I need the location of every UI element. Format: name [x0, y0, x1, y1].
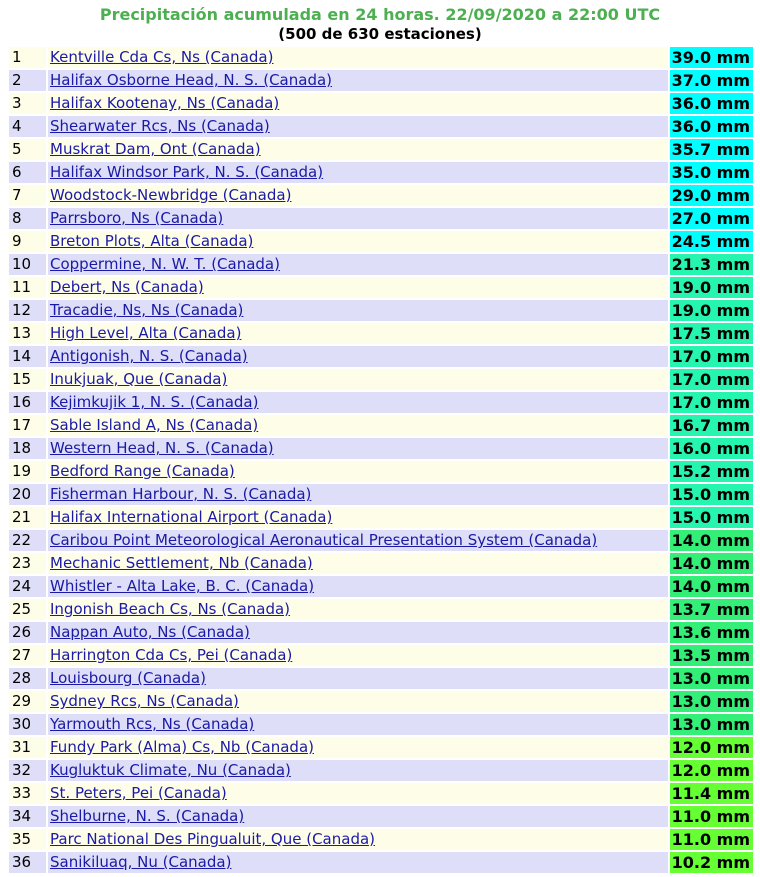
rank-cell: 19 — [9, 461, 46, 482]
table-row — [9, 392, 753, 413]
station-link[interactable]: St. Peters, Pei (Canada) — [50, 784, 227, 802]
station-cell — [48, 760, 668, 781]
station-link[interactable]: Coppermine, N. W. T. (Canada) — [50, 255, 280, 273]
station-link[interactable]: Fundy Park (Alma) Cs, Nb (Canada) — [50, 738, 314, 756]
table-row — [9, 599, 753, 620]
precipitation-value: 19.0 mm — [670, 300, 753, 321]
precipitation-value: 13.7 mm — [670, 599, 753, 620]
station-cell — [48, 369, 668, 390]
station-link[interactable]: Shelburne, N. S. (Canada) — [50, 807, 245, 825]
table-row — [9, 70, 753, 91]
table-row — [9, 576, 753, 597]
station-link[interactable]: Yarmouth Rcs, Ns (Canada) — [50, 715, 255, 733]
station-link[interactable]: Halifax Windsor Park, N. S. (Canada) — [50, 163, 324, 181]
station-cell — [48, 783, 668, 804]
rank-cell: 23 — [9, 553, 46, 574]
station-cell — [48, 392, 668, 413]
rank-cell: 30 — [9, 714, 46, 735]
station-link[interactable]: Caribou Point Meteorological Aeronautical Presentation System (Canada) — [50, 531, 598, 549]
precipitation-value: 11.0 mm — [670, 806, 753, 827]
station-link[interactable]: Sydney Rcs, Ns (Canada) — [50, 692, 239, 710]
station-cell — [48, 714, 668, 735]
table-row — [9, 852, 753, 873]
station-link[interactable]: Fisherman Harbour, N. S. (Canada) — [50, 485, 312, 503]
table-row — [9, 277, 753, 298]
precipitation-value: 13.0 mm — [670, 691, 753, 712]
precipitation-value: 35.0 mm — [670, 162, 753, 183]
table-row — [9, 323, 753, 344]
table-row — [9, 139, 753, 160]
rank-cell: 12 — [9, 300, 46, 321]
rank-cell: 10 — [9, 254, 46, 275]
table-row — [9, 254, 753, 275]
station-link[interactable]: Whistler - Alta Lake, B. C. (Canada) — [50, 577, 315, 595]
table-row — [9, 116, 753, 137]
station-cell — [48, 70, 668, 91]
station-link[interactable]: Halifax Kootenay, Ns (Canada) — [50, 94, 280, 112]
station-link[interactable]: Debert, Ns (Canada) — [50, 278, 204, 296]
precipitation-value: 27.0 mm — [670, 208, 753, 229]
precipitation-value: 14.0 mm — [670, 553, 753, 574]
station-link[interactable]: Western Head, N. S. (Canada) — [50, 439, 274, 457]
station-cell — [48, 162, 668, 183]
station-link[interactable]: Bedford Range (Canada) — [50, 462, 235, 480]
precipitation-value: 24.5 mm — [670, 231, 753, 252]
table-row — [9, 162, 753, 183]
station-cell — [48, 622, 668, 643]
table-row — [9, 691, 753, 712]
station-cell — [48, 346, 668, 367]
station-cell — [48, 737, 668, 758]
precipitation-value: 29.0 mm — [670, 185, 753, 206]
precipitation-value: 11.4 mm — [670, 783, 753, 804]
station-link[interactable]: Inukjuak, Que (Canada) — [50, 370, 228, 388]
table-row — [9, 806, 753, 827]
table-row — [9, 208, 753, 229]
precipitation-table — [7, 45, 755, 875]
table-row — [9, 438, 753, 459]
station-cell — [48, 599, 668, 620]
station-cell — [48, 691, 668, 712]
station-cell — [48, 438, 668, 459]
station-link[interactable]: Sanikiluaq, Nu (Canada) — [50, 853, 232, 871]
precipitation-value: 17.0 mm — [670, 392, 753, 413]
table-row — [9, 415, 753, 436]
rank-cell: 6 — [9, 162, 46, 183]
rank-cell: 33 — [9, 783, 46, 804]
station-link[interactable]: Louisbourg (Canada) — [50, 669, 206, 687]
precipitation-value: 36.0 mm — [670, 93, 753, 114]
station-link[interactable]: Sable Island A, Ns (Canada) — [50, 416, 259, 434]
station-cell — [48, 277, 668, 298]
station-cell — [48, 645, 668, 666]
station-cell — [48, 484, 668, 505]
station-cell — [48, 576, 668, 597]
precipitation-value: 15.0 mm — [670, 507, 753, 528]
rank-cell: 36 — [9, 852, 46, 873]
rank-cell: 7 — [9, 185, 46, 206]
table-row — [9, 530, 753, 551]
station-cell — [48, 806, 668, 827]
table-row — [9, 737, 753, 758]
station-cell — [48, 507, 668, 528]
page-title: Precipitación acumulada en 24 horas. 22/09/2020 a 22:00 UTC — [99, 5, 661, 24]
station-link[interactable]: Muskrat Dam, Ont (Canada) — [50, 140, 261, 158]
precipitation-value: 12.0 mm — [670, 760, 753, 781]
precipitation-value: 14.0 mm — [670, 576, 753, 597]
station-cell — [48, 231, 668, 252]
station-cell — [48, 185, 668, 206]
precipitation-value: 39.0 mm — [670, 47, 753, 68]
rank-cell: 21 — [9, 507, 46, 528]
station-link[interactable]: Harrington Cda Cs, Pei (Canada) — [50, 646, 293, 664]
station-cell — [48, 93, 668, 114]
station-cell — [48, 139, 668, 160]
precipitation-value: 13.6 mm — [670, 622, 753, 643]
station-link[interactable]: Breton Plots, Alta (Canada) — [50, 232, 254, 250]
precipitation-value: 36.0 mm — [670, 116, 753, 137]
precipitation-table-body — [9, 47, 753, 873]
precipitation-value: 12.0 mm — [670, 737, 753, 758]
table-row — [9, 553, 753, 574]
precipitation-value: 13.0 mm — [670, 714, 753, 735]
station-link[interactable]: Nappan Auto, Ns (Canada) — [50, 623, 250, 641]
precipitation-value: 17.0 mm — [670, 346, 753, 367]
table-row — [9, 829, 753, 850]
rank-cell: 2 — [9, 70, 46, 91]
rank-cell: 25 — [9, 599, 46, 620]
table-row — [9, 300, 753, 321]
precipitation-value: 37.0 mm — [670, 70, 753, 91]
station-link[interactable]: Antigonish, N. S. (Canada) — [50, 347, 248, 365]
station-cell — [48, 116, 668, 137]
rank-cell: 20 — [9, 484, 46, 505]
table-row — [9, 185, 753, 206]
precipitation-value: 19.0 mm — [670, 277, 753, 298]
station-link[interactable]: Kejimkujik 1, N. S. (Canada) — [50, 393, 259, 411]
station-cell — [48, 852, 668, 873]
table-row — [9, 714, 753, 735]
station-link[interactable]: Kentville Cda Cs, Ns (Canada) — [50, 48, 274, 66]
table-row — [9, 346, 753, 367]
table-row — [9, 645, 753, 666]
rank-cell: 3 — [9, 93, 46, 114]
table-row — [9, 668, 753, 689]
station-link[interactable]: Shearwater Rcs, Ns (Canada) — [50, 117, 270, 135]
rank-cell: 5 — [9, 139, 46, 160]
precipitation-value: 15.0 mm — [670, 484, 753, 505]
station-link[interactable]: Mechanic Settlement, Nb (Canada) — [50, 554, 313, 572]
table-row — [9, 622, 753, 643]
station-link[interactable]: Kugluktuk Climate, Nu (Canada) — [50, 761, 291, 779]
precipitation-value: 21.3 mm — [670, 254, 753, 275]
station-link[interactable]: Parrsboro, Ns (Canada) — [50, 209, 224, 227]
precipitation-value: 16.0 mm — [670, 438, 753, 459]
rank-cell: 29 — [9, 691, 46, 712]
rank-cell: 11 — [9, 277, 46, 298]
station-cell — [48, 530, 668, 551]
rank-cell: 8 — [9, 208, 46, 229]
precipitation-value: 13.5 mm — [670, 645, 753, 666]
precipitation-value: 17.5 mm — [670, 323, 753, 344]
station-link[interactable]: Ingonish Beach Cs, Ns (Canada) — [50, 600, 291, 618]
rank-cell: 14 — [9, 346, 46, 367]
precipitation-value: 11.0 mm — [670, 829, 753, 850]
station-cell — [48, 300, 668, 321]
station-link[interactable]: Halifax Osborne Head, N. S. (Canada) — [50, 71, 333, 89]
table-row — [9, 47, 753, 68]
precipitation-value: 14.0 mm — [670, 530, 753, 551]
station-cell — [48, 668, 668, 689]
station-link[interactable]: High Level, Alta (Canada) — [50, 324, 242, 342]
rank-cell: 17 — [9, 415, 46, 436]
precipitation-value: 17.0 mm — [670, 369, 753, 390]
station-link[interactable]: Tracadie, Ns, Ns (Canada) — [50, 301, 244, 319]
rank-cell: 22 — [9, 530, 46, 551]
station-link[interactable]: Parc National Des Pingualuit, Que (Canada) — [50, 830, 376, 848]
precipitation-value: 10.2 mm — [670, 852, 753, 873]
rank-cell: 18 — [9, 438, 46, 459]
station-cell — [48, 829, 668, 850]
station-cell — [48, 254, 668, 275]
rank-cell: 26 — [9, 622, 46, 643]
table-row — [9, 484, 753, 505]
table-row — [9, 369, 753, 390]
rank-cell: 32 — [9, 760, 46, 781]
station-cell — [48, 415, 668, 436]
station-link[interactable]: Halifax International Airport (Canada) — [50, 508, 333, 526]
station-count: (500 de 630 estaciones) — [278, 25, 482, 43]
precipitation-value: 16.7 mm — [670, 415, 753, 436]
station-cell — [48, 47, 668, 68]
rank-cell: 4 — [9, 116, 46, 137]
rank-cell: 1 — [9, 47, 46, 68]
table-row — [9, 760, 753, 781]
rank-cell: 27 — [9, 645, 46, 666]
precipitation-value: 13.0 mm — [670, 668, 753, 689]
table-row — [9, 461, 753, 482]
table-row — [9, 231, 753, 252]
precipitation-value: 35.7 mm — [670, 139, 753, 160]
table-row — [9, 93, 753, 114]
rank-cell: 24 — [9, 576, 46, 597]
rank-cell: 15 — [9, 369, 46, 390]
rank-cell: 34 — [9, 806, 46, 827]
station-link[interactable]: Woodstock-Newbridge (Canada) — [50, 186, 292, 204]
station-cell — [48, 461, 668, 482]
rank-cell: 31 — [9, 737, 46, 758]
rank-cell: 35 — [9, 829, 46, 850]
station-cell — [48, 208, 668, 229]
precipitation-value: 15.2 mm — [670, 461, 753, 482]
rank-cell: 28 — [9, 668, 46, 689]
rank-cell: 16 — [9, 392, 46, 413]
table-row — [9, 783, 753, 804]
table-row — [9, 507, 753, 528]
rank-cell: 13 — [9, 323, 46, 344]
station-cell — [48, 323, 668, 344]
station-cell — [48, 553, 668, 574]
rank-cell: 9 — [9, 231, 46, 252]
